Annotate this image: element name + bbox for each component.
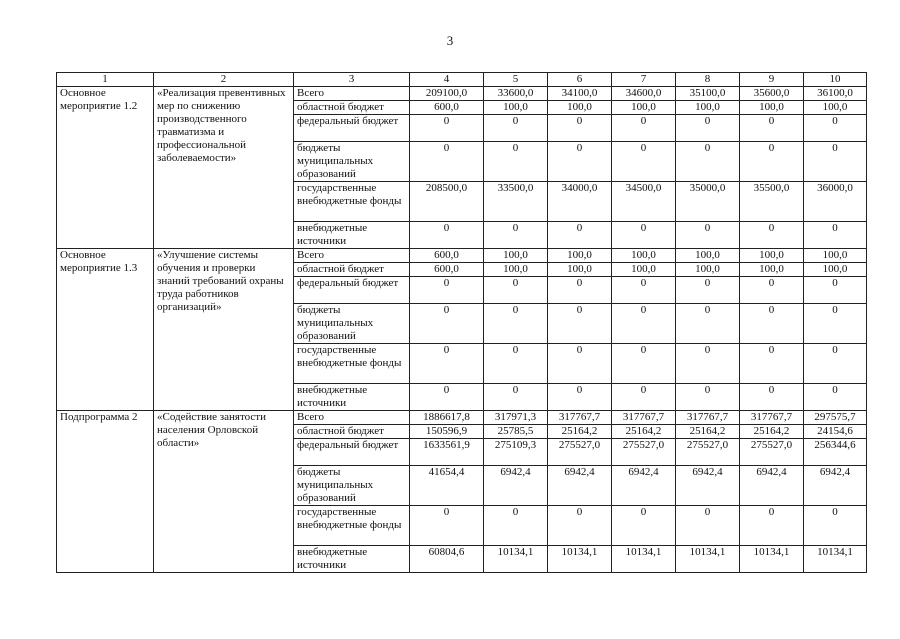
amount-cell: 0: [804, 277, 867, 304]
amount-cell: 0: [740, 277, 804, 304]
amount-cell: 0: [484, 222, 548, 249]
amount-cell: 317767,7: [548, 411, 612, 425]
amount-cell: 0: [484, 506, 548, 546]
amount-cell: 24154,6: [804, 425, 867, 439]
amount-cell: 25785,5: [484, 425, 548, 439]
amount-cell: 0: [804, 344, 867, 384]
amount-cell: 0: [804, 506, 867, 546]
amount-cell: 0: [676, 142, 740, 182]
amount-cell: 35500,0: [740, 182, 804, 222]
amount-cell: 35000,0: [676, 182, 740, 222]
amount-cell: 100,0: [612, 263, 676, 277]
header-cell: 5: [484, 73, 548, 87]
funding-source-cell: государственные внебюджетные фонды: [294, 506, 410, 546]
amount-cell: 0: [612, 384, 676, 411]
amount-cell: 0: [410, 115, 484, 142]
header-cell: 8: [676, 73, 740, 87]
amount-cell: 0: [410, 304, 484, 344]
program-title-cell: «Улучшение системы обучения и проверки знаний требований охраны труда работников организаций»: [154, 249, 294, 411]
amount-cell: 0: [410, 222, 484, 249]
amount-cell: 0: [804, 142, 867, 182]
table-row: [57, 249, 867, 263]
funding-source-cell: бюджеты муниципальных образований: [294, 142, 410, 182]
amount-cell: 0: [676, 222, 740, 249]
amount-cell: 0: [484, 384, 548, 411]
amount-cell: 100,0: [676, 101, 740, 115]
amount-cell: 0: [740, 222, 804, 249]
amount-cell: 0: [410, 506, 484, 546]
header-cell: 1: [57, 73, 154, 87]
amount-cell: 10134,1: [612, 546, 676, 573]
amount-cell: 34000,0: [548, 182, 612, 222]
amount-cell: 0: [484, 142, 548, 182]
amount-cell: 0: [676, 506, 740, 546]
amount-cell: 6942,4: [484, 466, 548, 506]
amount-cell: 100,0: [740, 263, 804, 277]
amount-cell: 0: [548, 142, 612, 182]
amount-cell: 100,0: [804, 263, 867, 277]
amount-cell: 10134,1: [484, 546, 548, 573]
amount-cell: 600,0: [410, 263, 484, 277]
amount-cell: 0: [484, 277, 548, 304]
amount-cell: 25164,2: [548, 425, 612, 439]
funding-source-cell: Всего: [294, 411, 410, 425]
amount-cell: 209100,0: [410, 87, 484, 101]
amount-cell: 36000,0: [804, 182, 867, 222]
amount-cell: 0: [612, 344, 676, 384]
funding-source-cell: областной бюджет: [294, 263, 410, 277]
amount-cell: 0: [548, 506, 612, 546]
amount-cell: 0: [804, 384, 867, 411]
amount-cell: 0: [484, 344, 548, 384]
amount-cell: 0: [740, 115, 804, 142]
amount-cell: 36100,0: [804, 87, 867, 101]
amount-cell: 35600,0: [740, 87, 804, 101]
header-cell: 3: [294, 73, 410, 87]
amount-cell: 0: [804, 222, 867, 249]
amount-cell: 275109,3: [484, 439, 548, 466]
amount-cell: 0: [676, 115, 740, 142]
amount-cell: 100,0: [484, 263, 548, 277]
amount-cell: 0: [612, 222, 676, 249]
amount-cell: 256344,6: [804, 439, 867, 466]
header-cell: 6: [548, 73, 612, 87]
amount-cell: 34600,0: [612, 87, 676, 101]
amount-cell: 317767,7: [612, 411, 676, 425]
funding-source-cell: государственные внебюджетные фонды: [294, 182, 410, 222]
amount-cell: 33600,0: [484, 87, 548, 101]
amount-cell: 275527,0: [548, 439, 612, 466]
amount-cell: 0: [612, 277, 676, 304]
program-title-cell: «Реализация превентивных мер по снижению производственного травматизма и профессиональной заболеваемости»: [154, 87, 294, 249]
amount-cell: 6942,4: [548, 466, 612, 506]
table-row: [57, 87, 867, 101]
funding-source-cell: федеральный бюджет: [294, 277, 410, 304]
amount-cell: 100,0: [740, 249, 804, 263]
amount-cell: 100,0: [484, 249, 548, 263]
amount-cell: 208500,0: [410, 182, 484, 222]
amount-cell: 297575,7: [804, 411, 867, 425]
program-code-cell: Основное мероприятие 1.2: [57, 87, 154, 249]
amount-cell: 0: [410, 277, 484, 304]
amount-cell: 34500,0: [612, 182, 676, 222]
amount-cell: 25164,2: [612, 425, 676, 439]
funding-source-cell: федеральный бюджет: [294, 439, 410, 466]
amount-cell: 0: [612, 142, 676, 182]
table-body: [57, 73, 867, 573]
amount-cell: 34100,0: [548, 87, 612, 101]
header-cell: 9: [740, 73, 804, 87]
amount-cell: 33500,0: [484, 182, 548, 222]
amount-cell: 600,0: [410, 101, 484, 115]
amount-cell: 100,0: [676, 249, 740, 263]
amount-cell: 0: [740, 384, 804, 411]
amount-cell: 0: [676, 304, 740, 344]
amount-cell: 0: [612, 115, 676, 142]
amount-cell: 10134,1: [548, 546, 612, 573]
amount-cell: 0: [740, 304, 804, 344]
amount-cell: 0: [740, 142, 804, 182]
amount-cell: 317971,3: [484, 411, 548, 425]
amount-cell: 0: [484, 115, 548, 142]
funding-source-cell: бюджеты муниципальных образований: [294, 304, 410, 344]
amount-cell: 0: [548, 384, 612, 411]
amount-cell: 60804,6: [410, 546, 484, 573]
amount-cell: 0: [804, 115, 867, 142]
funding-source-cell: Всего: [294, 249, 410, 263]
amount-cell: 0: [676, 277, 740, 304]
amount-cell: 6942,4: [804, 466, 867, 506]
amount-cell: 100,0: [548, 249, 612, 263]
amount-cell: 100,0: [548, 101, 612, 115]
amount-cell: 317767,7: [676, 411, 740, 425]
amount-cell: 100,0: [612, 101, 676, 115]
amount-cell: 35100,0: [676, 87, 740, 101]
amount-cell: 0: [612, 304, 676, 344]
funding-source-cell: бюджеты муниципальных образований: [294, 466, 410, 506]
amount-cell: 100,0: [804, 249, 867, 263]
amount-cell: 0: [612, 506, 676, 546]
amount-cell: 6942,4: [740, 466, 804, 506]
amount-cell: 1633561,9: [410, 439, 484, 466]
funding-source-cell: государственные внебюджетные фонды: [294, 344, 410, 384]
funding-source-cell: внебюджетные источники: [294, 546, 410, 573]
amount-cell: 6942,4: [612, 466, 676, 506]
funding-source-cell: внебюджетные источники: [294, 222, 410, 249]
amount-cell: 100,0: [740, 101, 804, 115]
amount-cell: 0: [548, 304, 612, 344]
amount-cell: 0: [740, 506, 804, 546]
header-cell: 2: [154, 73, 294, 87]
amount-cell: 100,0: [548, 263, 612, 277]
amount-cell: 600,0: [410, 249, 484, 263]
amount-cell: 10134,1: [676, 546, 740, 573]
header-cell: 4: [410, 73, 484, 87]
table-header-row: [57, 73, 867, 87]
budget-table: [56, 72, 867, 573]
amount-cell: 100,0: [484, 101, 548, 115]
amount-cell: 0: [410, 384, 484, 411]
amount-cell: 0: [676, 344, 740, 384]
program-title-cell: «Содействие занятости населения Орловской области»: [154, 411, 294, 573]
amount-cell: 0: [484, 304, 548, 344]
table-row: [57, 411, 867, 425]
amount-cell: 275527,0: [612, 439, 676, 466]
amount-cell: 100,0: [612, 249, 676, 263]
amount-cell: 100,0: [676, 263, 740, 277]
funding-source-cell: внебюджетные источники: [294, 384, 410, 411]
program-code-cell: Основное мероприятие 1.3: [57, 249, 154, 411]
amount-cell: 6942,4: [676, 466, 740, 506]
amount-cell: 25164,2: [676, 425, 740, 439]
amount-cell: 25164,2: [740, 425, 804, 439]
amount-cell: 275527,0: [740, 439, 804, 466]
amount-cell: 0: [410, 344, 484, 384]
funding-source-cell: областной бюджет: [294, 101, 410, 115]
amount-cell: 150596,9: [410, 425, 484, 439]
amount-cell: 0: [548, 277, 612, 304]
program-code-cell: Подпрограмма 2: [57, 411, 154, 573]
amount-cell: 0: [804, 304, 867, 344]
funding-source-cell: федеральный бюджет: [294, 115, 410, 142]
amount-cell: 100,0: [804, 101, 867, 115]
amount-cell: 1886617,8: [410, 411, 484, 425]
amount-cell: 41654,4: [410, 466, 484, 506]
amount-cell: 0: [676, 384, 740, 411]
funding-source-cell: областной бюджет: [294, 425, 410, 439]
amount-cell: 0: [410, 142, 484, 182]
amount-cell: 0: [548, 222, 612, 249]
amount-cell: 275527,0: [676, 439, 740, 466]
amount-cell: 317767,7: [740, 411, 804, 425]
amount-cell: 10134,1: [804, 546, 867, 573]
header-cell: 10: [804, 73, 867, 87]
funding-source-cell: Всего: [294, 87, 410, 101]
amount-cell: 0: [548, 344, 612, 384]
amount-cell: 0: [548, 115, 612, 142]
page-number: 3: [446, 33, 454, 48]
amount-cell: 10134,1: [740, 546, 804, 573]
header-cell: 7: [612, 73, 676, 87]
amount-cell: 0: [740, 344, 804, 384]
